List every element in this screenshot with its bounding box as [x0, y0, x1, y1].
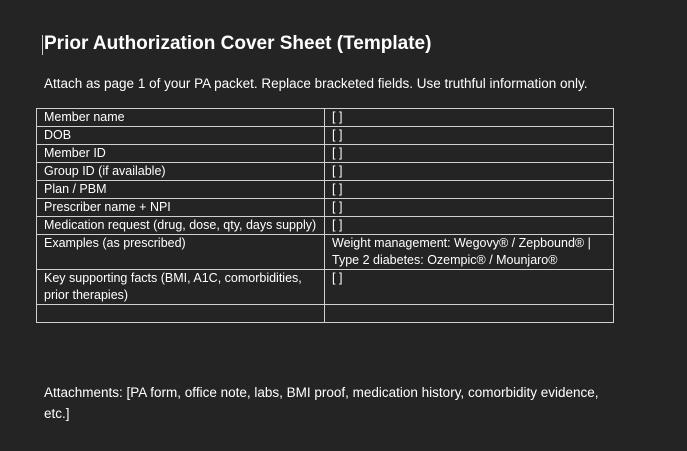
field-label-plan-pbm: Plan / PBM: [37, 181, 325, 199]
field-value-prescriber[interactable]: [ ]: [325, 199, 614, 217]
field-label-dob: DOB: [37, 127, 325, 145]
field-label-key-facts: Key supporting facts (BMI, A1C, comorbidities, prior therapies): [37, 270, 325, 305]
empty-cell[interactable]: [325, 305, 614, 323]
table-row: [37, 217, 614, 235]
table-row: [37, 127, 614, 145]
field-value-member-id[interactable]: [ ]: [325, 145, 614, 163]
table-row: [37, 199, 614, 217]
field-value-group-id[interactable]: [ ]: [325, 163, 614, 181]
table-row: [37, 163, 614, 181]
document-title: Prior Authorization Cover Sheet (Template): [44, 33, 432, 54]
table-row: [37, 181, 614, 199]
field-value-medication-request[interactable]: [ ]: [325, 217, 614, 235]
table-row: [37, 145, 614, 163]
attachments-text: Attachments: [PA form, office note, labs, BMI proof, medication history, comorbidity evidence, etc.]: [44, 385, 599, 421]
field-label-examples: Examples (as prescribed): [37, 235, 325, 270]
intro-text: Attach as page 1 of your PA packet. Replace bracketed fields. Use truthful information only.: [44, 76, 588, 91]
field-label-medication-request: Medication request (drug, dose, qty, days supply): [37, 217, 325, 235]
text-cursor: [42, 35, 43, 55]
field-label-group-id: Group ID (if available): [37, 163, 325, 181]
field-value-key-facts[interactable]: [ ]: [325, 270, 614, 305]
table-row: [37, 235, 614, 270]
field-value-examples[interactable]: Weight management: Wegovy® / Zepbound® | Type 2 diabetes: Ozempic® / Mounjaro®: [325, 235, 614, 270]
field-value-dob[interactable]: [ ]: [325, 127, 614, 145]
table-row: [37, 109, 614, 127]
field-label-prescriber: Prescriber name + NPI: [37, 199, 325, 217]
table-row: [37, 270, 614, 305]
cover-sheet-table: [36, 108, 614, 323]
table-row-empty: [37, 305, 614, 323]
field-label-member-name: Member name: [37, 109, 325, 127]
empty-cell[interactable]: [37, 305, 325, 323]
field-value-plan-pbm[interactable]: [ ]: [325, 181, 614, 199]
field-value-member-name[interactable]: [ ]: [325, 109, 614, 127]
field-label-member-id: Member ID: [37, 145, 325, 163]
